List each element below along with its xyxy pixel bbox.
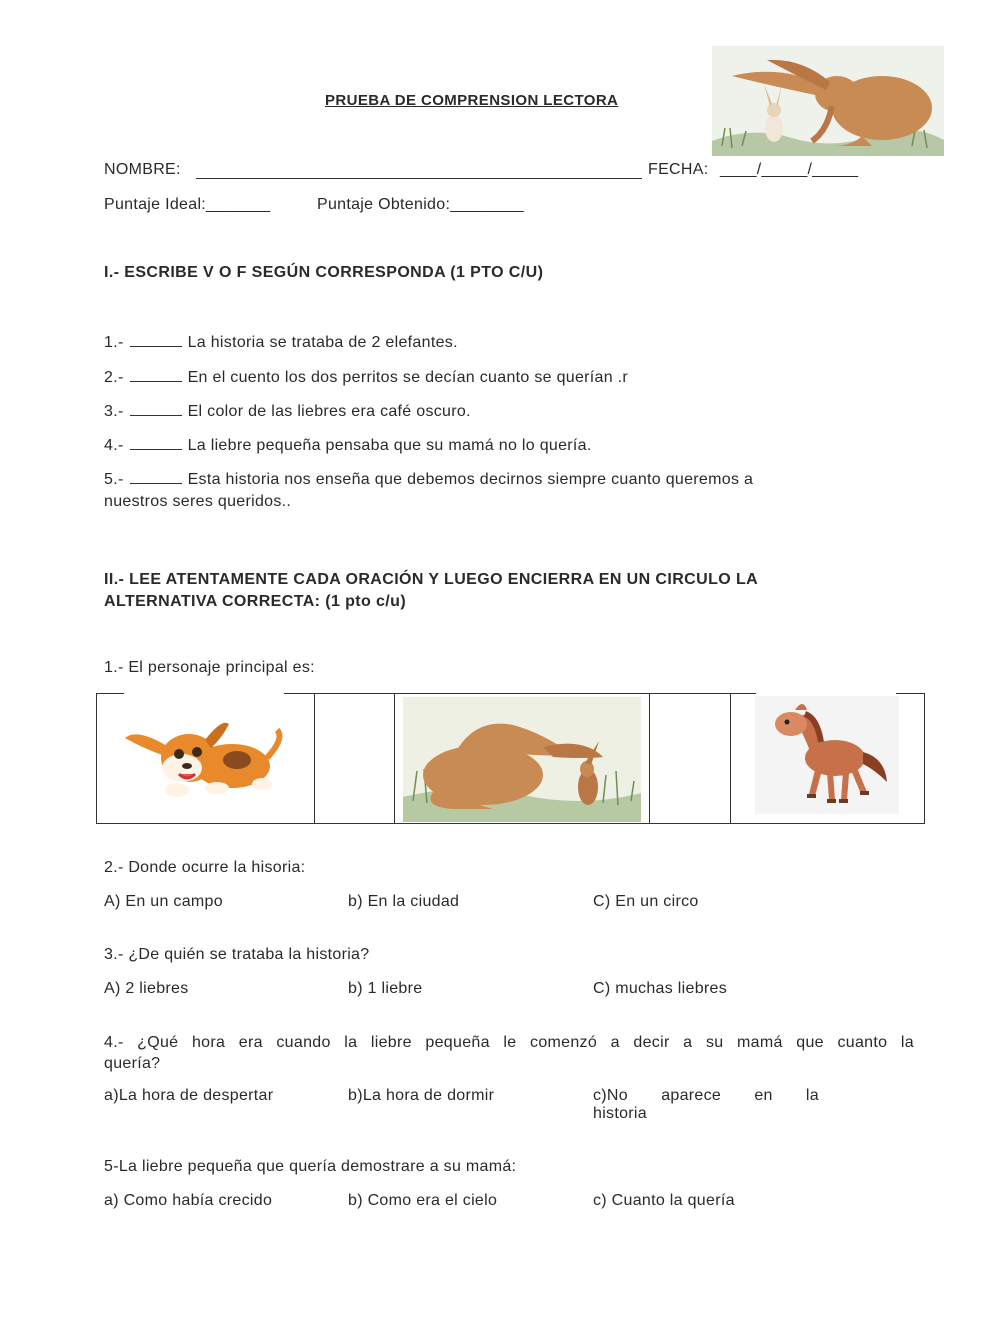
- q4-word: que: [796, 1034, 824, 1051]
- table-divider: [730, 694, 731, 823]
- hares-option-drawing: [403, 697, 641, 822]
- q4-word: su: [705, 1034, 724, 1051]
- fecha-blank[interactable]: ____/_____/_____: [720, 161, 859, 178]
- answer-blank[interactable]: [130, 401, 182, 416]
- q4-word: mamá: [737, 1034, 783, 1051]
- table-border-gap: [756, 690, 896, 695]
- q4-word: liebre: [370, 1034, 412, 1051]
- hares-drawing: [712, 46, 944, 156]
- question-5: 5-La liebre pequeña que quería demostrare a su mamá:: [104, 1158, 517, 1175]
- nombre-blank[interactable]: [196, 178, 642, 179]
- q5-option-b[interactable]: b) Como era el cielo: [348, 1192, 498, 1209]
- q2-option-b[interactable]: b) En la ciudad: [348, 893, 460, 910]
- horse-option-image[interactable]: [755, 696, 899, 814]
- section-1-heading: I.- ESCRIBE V O F SEGÚN CORRESPONDA (1 PTO C/U): [104, 264, 544, 281]
- fecha-label: FECHA:: [648, 161, 709, 178]
- q4-word: 4.-: [104, 1034, 124, 1051]
- item-text: En el cuento los dos perritos se decían cuanto se querían .r: [187, 369, 629, 386]
- item-number: 3.-: [104, 403, 124, 420]
- q4-word: le: [503, 1034, 517, 1051]
- item-number: 2.-: [104, 369, 124, 386]
- q4-word: hora: [191, 1034, 226, 1051]
- q4-word: comenzó: [530, 1034, 598, 1051]
- section-2-heading: [104, 569, 758, 613]
- item-text: Esta historia nos enseña que debemos decirnos siempre cuanto queremos a: [187, 471, 754, 488]
- question-4-line2: quería?: [104, 1055, 161, 1072]
- q5-option-c[interactable]: c) Cuanto la quería: [593, 1192, 735, 1209]
- q4-word: ¿Qué: [137, 1034, 179, 1051]
- answer-blank[interactable]: [130, 469, 182, 484]
- q3-option-b[interactable]: b) 1 liebre: [348, 980, 423, 997]
- dog-drawing: [117, 708, 287, 808]
- question-1: 1.- El personaje principal es:: [104, 659, 315, 676]
- item-text: La historia se trataba de 2 elefantes.: [187, 334, 458, 351]
- horse-drawing: [755, 696, 899, 814]
- item-number: 1.-: [104, 334, 124, 351]
- table-divider: [394, 694, 395, 823]
- table-divider: [314, 694, 315, 823]
- vf-item-5: [104, 469, 884, 513]
- question-3: 3.- ¿De quién se trataba la historia?: [104, 946, 370, 963]
- q4c-word: aparece: [661, 1087, 722, 1104]
- q4-option-c-line2: historia: [593, 1105, 647, 1122]
- table-border-gap: [124, 690, 284, 695]
- q4c-word: en: [754, 1087, 773, 1104]
- answer-blank[interactable]: [130, 332, 182, 347]
- q4-word: la: [900, 1034, 914, 1051]
- q2-option-c[interactable]: C) En un circo: [593, 893, 699, 910]
- character-options-table: [96, 693, 925, 824]
- q4-word: decir: [633, 1034, 670, 1051]
- q4-word: a: [610, 1034, 620, 1051]
- q4c-word: c)No: [593, 1087, 628, 1104]
- q4-word: era: [238, 1034, 263, 1051]
- vf-item-1: [104, 332, 884, 354]
- nombre-label: NOMBRE:: [104, 161, 181, 178]
- section-2-heading-line2: ALTERNATIVA CORRECTA: (1 pto c/u): [104, 593, 407, 610]
- q4-option-c-line1: [593, 1087, 819, 1105]
- answer-blank[interactable]: [130, 435, 182, 450]
- hares-option-image[interactable]: [403, 697, 641, 822]
- q3-option-c[interactable]: C) muchas liebres: [593, 980, 728, 997]
- hares-illustration-top: [712, 46, 944, 156]
- item-number: 4.-: [104, 437, 124, 454]
- q4-word: pequeña: [425, 1034, 490, 1051]
- q4-option-b[interactable]: b)La hora de dormir: [348, 1087, 495, 1104]
- answer-blank[interactable]: [130, 367, 182, 382]
- q4-option-c[interactable]: [593, 1087, 819, 1123]
- q4-word: cuanto: [837, 1034, 888, 1051]
- table-divider: [649, 694, 650, 823]
- q4-word: la: [344, 1034, 358, 1051]
- item-number: 5.-: [104, 471, 124, 488]
- q3-option-a[interactable]: A) 2 liebres: [104, 980, 189, 997]
- puntaje-ideal: Puntaje Ideal:_______: [104, 196, 271, 213]
- vf-item-4: [104, 435, 884, 457]
- q4-option-a[interactable]: a)La hora de despertar: [104, 1087, 274, 1104]
- item-text: La liebre pequeña pensaba que su mamá no lo quería.: [187, 437, 592, 454]
- q2-option-a[interactable]: A) En un campo: [104, 893, 223, 910]
- q4-word: a: [683, 1034, 693, 1051]
- puntaje-obtenido: Puntaje Obtenido:________: [317, 196, 524, 213]
- question-4-line1: [104, 1032, 914, 1053]
- question-2: 2.- Donde ocurre la hisoria:: [104, 859, 306, 876]
- item-text: El color de las liebres era café oscuro.: [187, 403, 471, 420]
- vf-item-3: [104, 401, 884, 423]
- page-title: PRUEBA DE COMPRENSION LECTORA: [325, 92, 619, 109]
- vf-item-2: [104, 367, 884, 389]
- item-text-continued: nuestros seres queridos..: [104, 493, 292, 510]
- dog-option-image[interactable]: [117, 708, 287, 808]
- q4-word: cuando: [276, 1034, 331, 1051]
- question-4: [104, 1032, 914, 1074]
- q5-option-a[interactable]: a) Como había crecido: [104, 1192, 273, 1209]
- section-2-heading-line1: II.- LEE ATENTAMENTE CADA ORACIÓN Y LUEGO ENCIERRA EN UN CIRCULO LA: [104, 571, 759, 588]
- q4c-word: la: [805, 1087, 819, 1104]
